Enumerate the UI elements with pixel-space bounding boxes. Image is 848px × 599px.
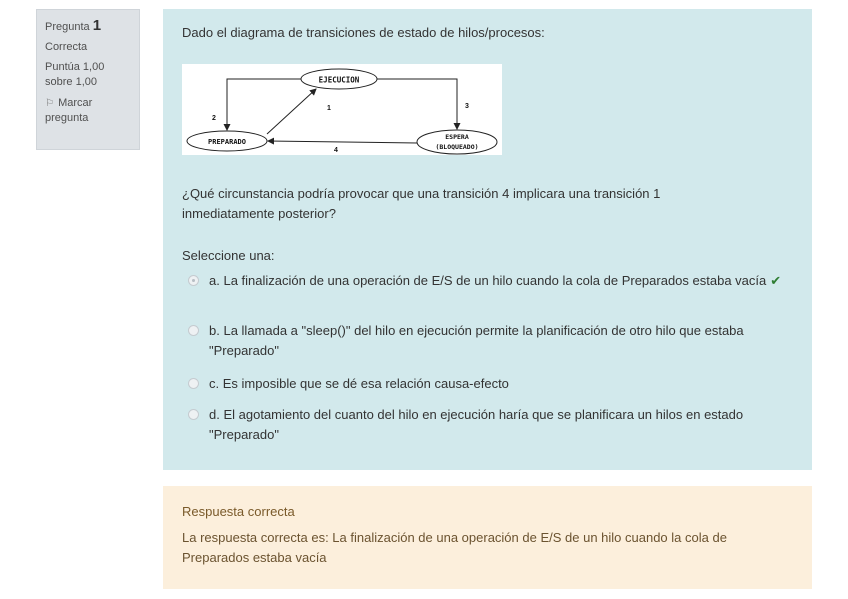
answer-d-letter: d.	[209, 407, 220, 422]
transition-4-arrow	[268, 141, 417, 143]
transition-4-label: 4	[334, 147, 338, 154]
feedback-panel	[163, 486, 812, 589]
state-ejecucion-label: EJECUCION	[318, 75, 360, 85]
question-formulation	[163, 9, 812, 470]
answer-b-letter: b.	[209, 323, 220, 338]
question-text: Dado el diagrama de transiciones de estado de hilos/procesos:	[182, 25, 545, 40]
question-label: Pregunta	[45, 21, 90, 33]
radio-a[interactable]	[188, 275, 199, 286]
answer-c-letter: c.	[209, 376, 220, 391]
transition-3-label: 3	[465, 103, 469, 110]
answer-a-label: La finalización de una operación de E/S de un hilo cuando la cola de Preparados estaba vacía	[223, 273, 767, 288]
state-transition-diagram	[182, 64, 502, 155]
correct-check-icon: ✔	[770, 273, 782, 288]
state-bloqueado-label: (BLOQUEADO)	[435, 143, 479, 151]
answer-b-text	[209, 321, 799, 361]
answer-c-text	[209, 374, 799, 394]
question-info-panel	[36, 9, 140, 150]
select-one-label: Seleccione una:	[182, 248, 275, 263]
answer-c-label: Es imposible que se dé esa relación causa-efecto	[222, 376, 509, 391]
radio-b[interactable]	[188, 325, 199, 336]
flag-label: Marcar pregunta	[45, 97, 93, 124]
transition-1-arrow	[267, 89, 316, 134]
state-preparado-label: PREPARADO	[208, 138, 246, 146]
answer-a-text	[209, 271, 799, 291]
radio-d[interactable]	[188, 409, 199, 420]
flag-question-link[interactable]	[45, 96, 131, 126]
transition-3-arrow	[377, 79, 457, 129]
question-state: Correcta	[45, 41, 88, 53]
transition-2-arrow	[227, 79, 301, 130]
answer-d-text	[209, 405, 799, 445]
transition-2-label: 2	[212, 115, 216, 122]
question-grade: Puntúa 1,00 sobre 1,00	[45, 61, 105, 88]
state-espera-label: ESPERA	[445, 133, 469, 141]
question-number-value: 1	[92, 17, 102, 34]
question-prompt: ¿Qué circunstancia podría provocar que una transición 4 implicara una transición 1 inmediatamente posterior?	[182, 186, 661, 221]
question-number	[45, 18, 131, 35]
transition-1-label: 1	[327, 105, 331, 112]
answer-a-letter: a.	[209, 273, 220, 288]
right-answer-text: La respuesta correcta es: La finalización de una operación de E/S de un hilo cuando la cola de Preparados estaba vacía	[182, 530, 727, 565]
radio-c[interactable]	[188, 378, 199, 389]
answer-b-label: La llamada a "sleep()" del hilo en ejecución permite la planificación de otro hilo que estaba "Preparado"	[209, 323, 744, 358]
flag-icon: ⚐	[45, 98, 54, 109]
answer-d-label: El agotamiento del cuanto del hilo en ejecución haría que se planificara un hilos en estado "Preparado"	[209, 407, 744, 442]
feedback-title: Respuesta correcta	[182, 504, 295, 519]
